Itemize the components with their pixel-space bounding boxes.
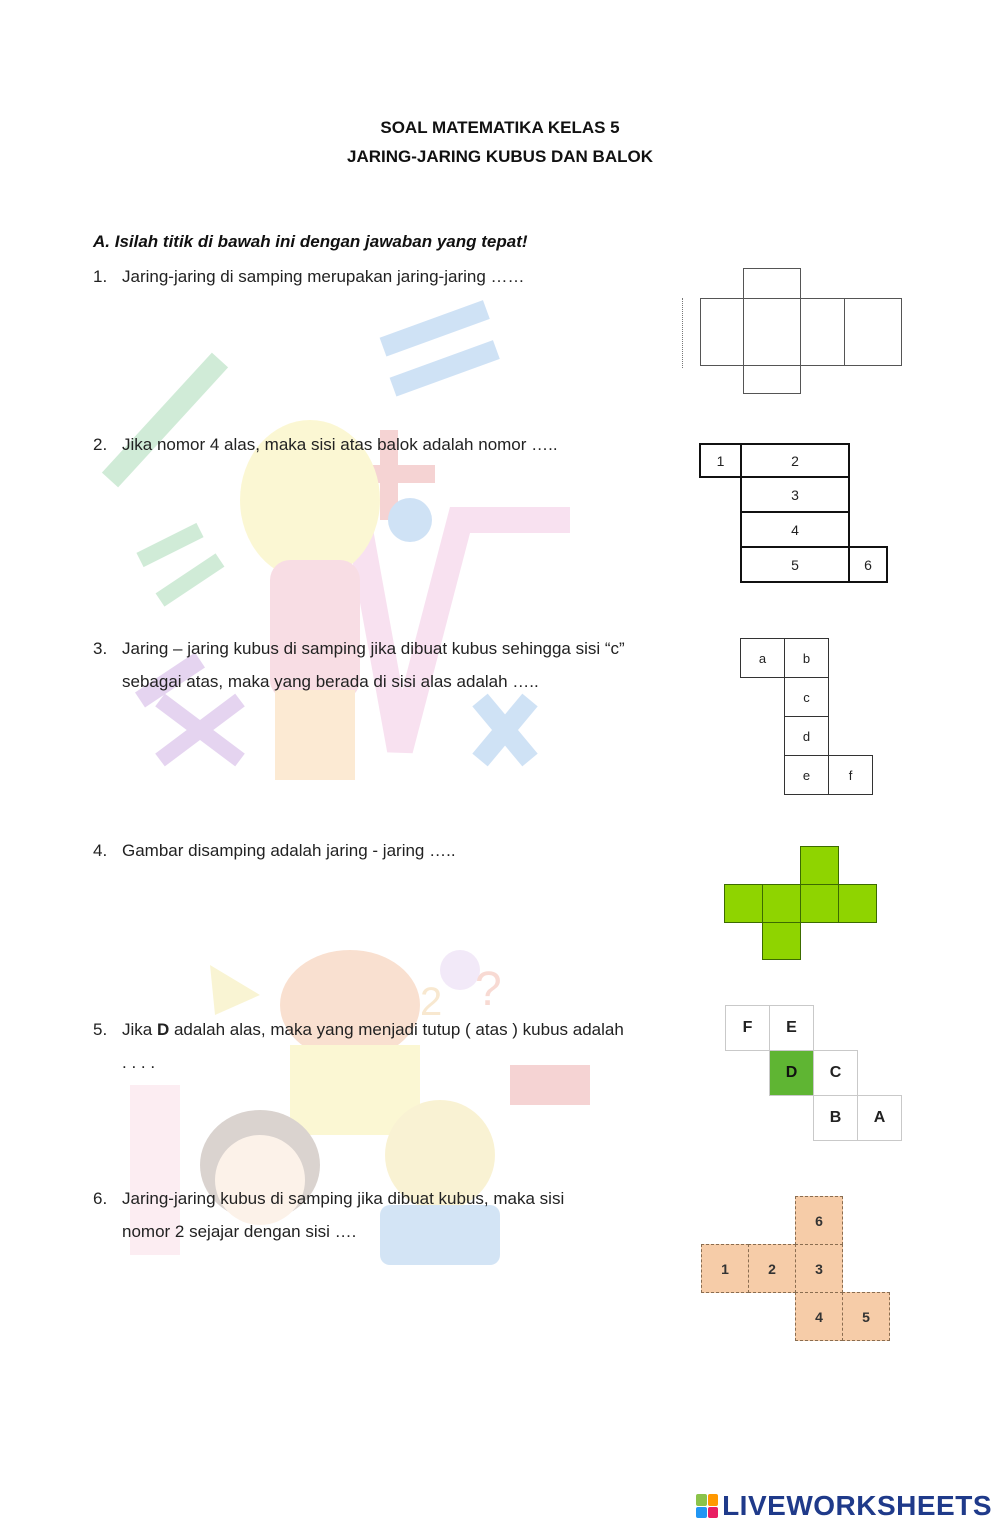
net-3-face: a xyxy=(740,638,785,678)
net-4-figure xyxy=(724,846,877,960)
net-6-face: 3 xyxy=(795,1244,843,1293)
background-illustration-top xyxy=(100,300,620,790)
question-4 xyxy=(93,834,456,867)
net-5-face: A xyxy=(857,1095,902,1141)
net-5-figure xyxy=(725,1005,902,1141)
question-number: 3. xyxy=(93,639,108,658)
net-2-face: 3 xyxy=(740,476,850,513)
section-heading: A. Isilah titik di bawah ini dengan jawaban yang tepat! xyxy=(93,232,528,251)
net-2-face: 6 xyxy=(848,546,888,583)
net-2-figure xyxy=(699,443,891,583)
net-4-face xyxy=(762,922,801,960)
net-3-figure xyxy=(740,638,873,795)
worksheet-subtitle: JARING-JARING KUBUS DAN BALOK xyxy=(346,147,653,166)
question-6 xyxy=(93,1182,564,1248)
net-4-face xyxy=(762,884,801,923)
question-number: 1. xyxy=(93,267,108,286)
question-1 xyxy=(93,260,525,293)
question-text: adalah alas, maka yang menjadi tutup ( atas ) kubus adalah xyxy=(169,1020,624,1039)
svg-text:?: ? xyxy=(475,963,502,1016)
net-2-face: 4 xyxy=(740,511,850,548)
net-5-face: E xyxy=(769,1005,814,1051)
net-3-face: c xyxy=(784,677,829,717)
net-6-face: 5 xyxy=(842,1292,890,1341)
question-5 xyxy=(93,1013,708,1079)
net-1-face xyxy=(700,298,744,366)
net-1-figure xyxy=(680,268,905,396)
net-2-face: 2 xyxy=(740,443,850,478)
net-5-face-highlighted: D xyxy=(769,1050,814,1096)
net-4-face xyxy=(838,884,877,923)
net-4-face xyxy=(724,884,763,923)
net-1-face xyxy=(800,298,845,366)
net-4-face xyxy=(800,846,839,885)
net-2-face: 1 xyxy=(699,443,742,478)
question-text: Jika nomor 4 alas, maka sisi atas balok adalah nomor ….. xyxy=(122,435,558,454)
liveworksheets-logo-icon xyxy=(696,1494,718,1518)
question-text-continued: sebagai atas, maka yang berada di sisi alas adalah ….. xyxy=(122,672,539,691)
net-1-face xyxy=(743,268,801,299)
question-text: Jaring-jaring di samping merupakan jaring-jaring …… xyxy=(122,267,525,286)
net-5-face: F xyxy=(725,1005,770,1051)
question-3 xyxy=(93,632,625,698)
svg-text:2: 2 xyxy=(420,980,443,1024)
net-6-face: 2 xyxy=(748,1244,796,1293)
question-number: 6. xyxy=(93,1189,108,1208)
question-text: Jika xyxy=(122,1020,157,1039)
net-4-face xyxy=(800,884,839,923)
net-5-face: C xyxy=(813,1050,858,1096)
net-6-figure xyxy=(701,1196,892,1341)
net-2-face: 5 xyxy=(740,546,850,583)
question-number: 4. xyxy=(93,841,108,860)
net-6-face: 6 xyxy=(795,1196,843,1245)
net-3-face: d xyxy=(784,716,829,756)
net-6-face: 1 xyxy=(701,1244,749,1293)
question-text: Jaring-jaring kubus di samping jika dibuat kubus, maka sisi xyxy=(122,1189,565,1208)
liveworksheets-logo[interactable] xyxy=(696,1490,992,1522)
liveworksheets-logo-text: LIVEWORKSHEETS xyxy=(722,1490,992,1521)
question-number: 5. xyxy=(93,1020,108,1039)
question-text: Gambar disamping adalah jaring - jaring ….. xyxy=(122,841,456,860)
net-1-face xyxy=(743,298,801,366)
net-1-face xyxy=(844,298,902,366)
net-5-face: B xyxy=(813,1095,858,1141)
worksheet-title: SOAL MATEMATIKA KELAS 5 xyxy=(380,118,620,137)
question-text: Jaring – jaring kubus di samping jika dibuat kubus sehingga sisi “c” xyxy=(122,639,625,658)
dotted-mark xyxy=(682,298,683,368)
net-3-face: e xyxy=(784,755,829,795)
net-1-face xyxy=(743,365,801,394)
net-3-face: f xyxy=(828,755,873,795)
question-number: 2. xyxy=(93,435,108,454)
net-3-face: b xyxy=(784,638,829,678)
question-text-continued: nomor 2 sejajar dengan sisi …. xyxy=(122,1222,357,1241)
question-2 xyxy=(93,428,558,461)
net-6-face: 4 xyxy=(795,1292,843,1341)
question-text-bold: D xyxy=(156,1020,170,1039)
question-text-continued: . . . . xyxy=(122,1053,156,1072)
